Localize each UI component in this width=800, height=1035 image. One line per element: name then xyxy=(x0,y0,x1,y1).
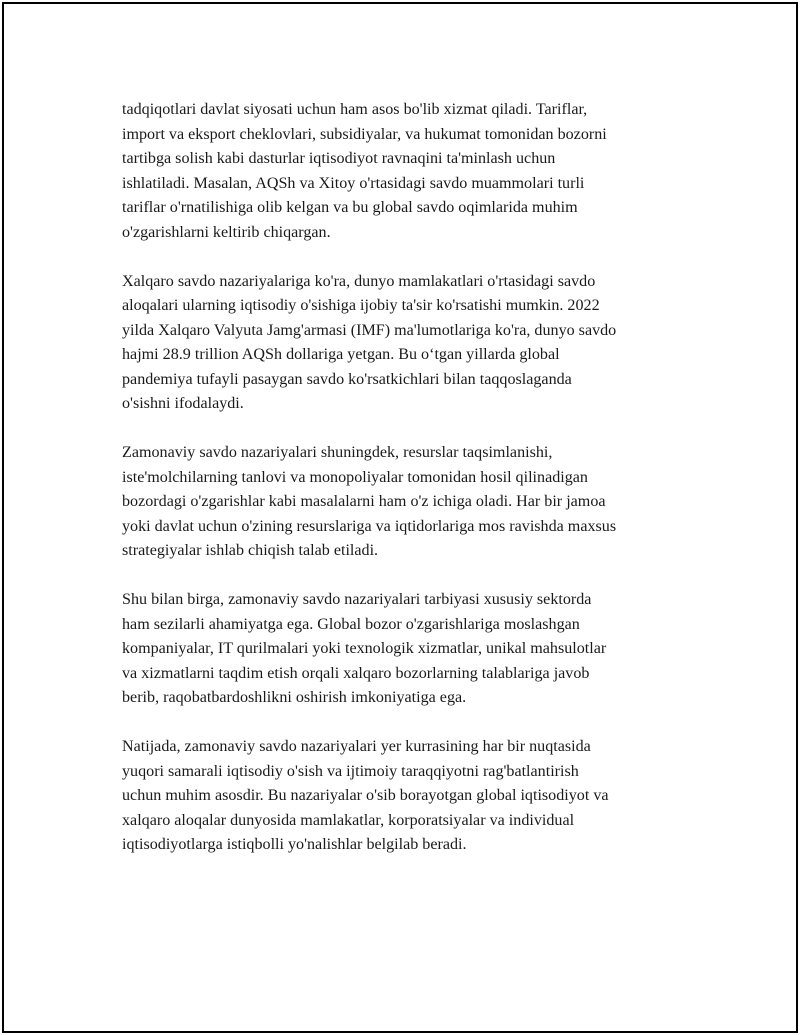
text-line: Natijada, zamonaviy savdo nazariyalari yer kurrasining har bir nuqtasida xyxy=(122,738,591,755)
text-line: strategiyalar ishlab chiqish talab etiladi. xyxy=(122,542,379,559)
text-line: Shu bilan birga, zamonaviy savdo nazariyalari tarbiyasi xususiy sektorda xyxy=(122,591,592,608)
text-line: xalqaro aloqalar dunyosida mamlakatlar, korporatsiyalar va individual xyxy=(122,811,575,829)
text-line: iste'molchilarning tanlovi va monopoliyalar tomonidan hosil qilinadigan xyxy=(122,468,588,486)
paragraph-modern-theories xyxy=(122,441,682,564)
text-line: tariflar o'rnatilishiga olib kelgan va bu global savdo oqimlarida muhim xyxy=(122,199,578,216)
paragraph-international-trade xyxy=(122,270,682,417)
paragraph-private-sector xyxy=(122,588,682,711)
text-line: ishlatiladi. Masalan, AQSh va Xitoy o'rtasidagi savdo muammolari turli xyxy=(122,174,585,192)
text-line: ham sezilarli ahamiyatga ega. Global bozor o'zgarishlariga moslashgan xyxy=(122,615,580,633)
page-frame xyxy=(2,2,798,1033)
text-line: import va eksport cheklovlari, subsidiyalar, va hukumat tomonidan bozorni xyxy=(122,125,607,143)
text-line: o'sishni ifodalaydi. xyxy=(122,395,244,412)
text-line: hajmi 28.9 trillion AQSh dollariga yetgan. Bu o‘tgan yillarda global xyxy=(122,346,560,363)
text-line: Zamonaviy savdo nazariyalari shuningdek, resurslar taqsimlanishi, xyxy=(122,444,553,461)
text-line: tadqiqotlari davlat siyosati uchun ham asos bo'lib xizmat qiladi. Tariflar, xyxy=(122,101,588,118)
text-line: Xalqaro savdo nazariyalariga ko'ra, dunyo mamlakatlari o'rtasidagi savdo xyxy=(122,272,596,290)
text-line: uchun muhim asosdir. Bu nazariyalar o'sib borayotgan global iqtisodiyot va xyxy=(122,787,609,804)
text-line: bozordagi o'zgarishlar kabi masalalarni ham o'z ichiga oladi. Har bir jamoa xyxy=(122,493,606,510)
paragraph-conclusion xyxy=(122,735,682,858)
text-line: berib, raqobatbardoshlikni oshirish imkoniyatiga ega. xyxy=(122,689,467,706)
text-line: o'zgarishlarni keltirib chiqargan. xyxy=(122,223,331,241)
text-line: pandemiya tufayli pasaygan savdo ko'rsatkichlari bilan taqqoslaganda xyxy=(122,370,572,388)
text-line: yilda Xalqaro Valyuta Jamg'armasi (IMF) ma'lumotlariga ko'ra, dunyo savdo xyxy=(122,321,617,339)
document-body xyxy=(122,98,682,882)
paragraph-trade-policy xyxy=(122,98,682,245)
text-line: va xizmatlarni taqdim etish orqali xalqaro bozorlarning talablariga javob xyxy=(122,664,590,682)
text-line: iqtisodiyotlarga istiqbolli yo'nalishlar belgilab beradi. xyxy=(122,836,467,853)
text-line: yoki davlat uchun o'zining resurslariga va iqtidorlariga mos ravishda maxsus xyxy=(122,517,617,535)
text-line: aloqalari ularning iqtisodiy o'sishiga ijobiy ta'sir ko'rsatishi mumkin. 2022 xyxy=(122,297,600,314)
text-line: tartibga solish kabi dasturlar iqtisodiyot ravnaqini ta'minlash uchun xyxy=(122,150,556,167)
text-line: kompaniyalar, IT qurilmalari yoki texnologik xizmatlar, unikal mahsulotlar xyxy=(122,640,607,657)
text-line: yuqori samarali iqtisodiy o'sish va ijtimoiy taraqqiyotni rag'batlantirish xyxy=(122,762,579,780)
